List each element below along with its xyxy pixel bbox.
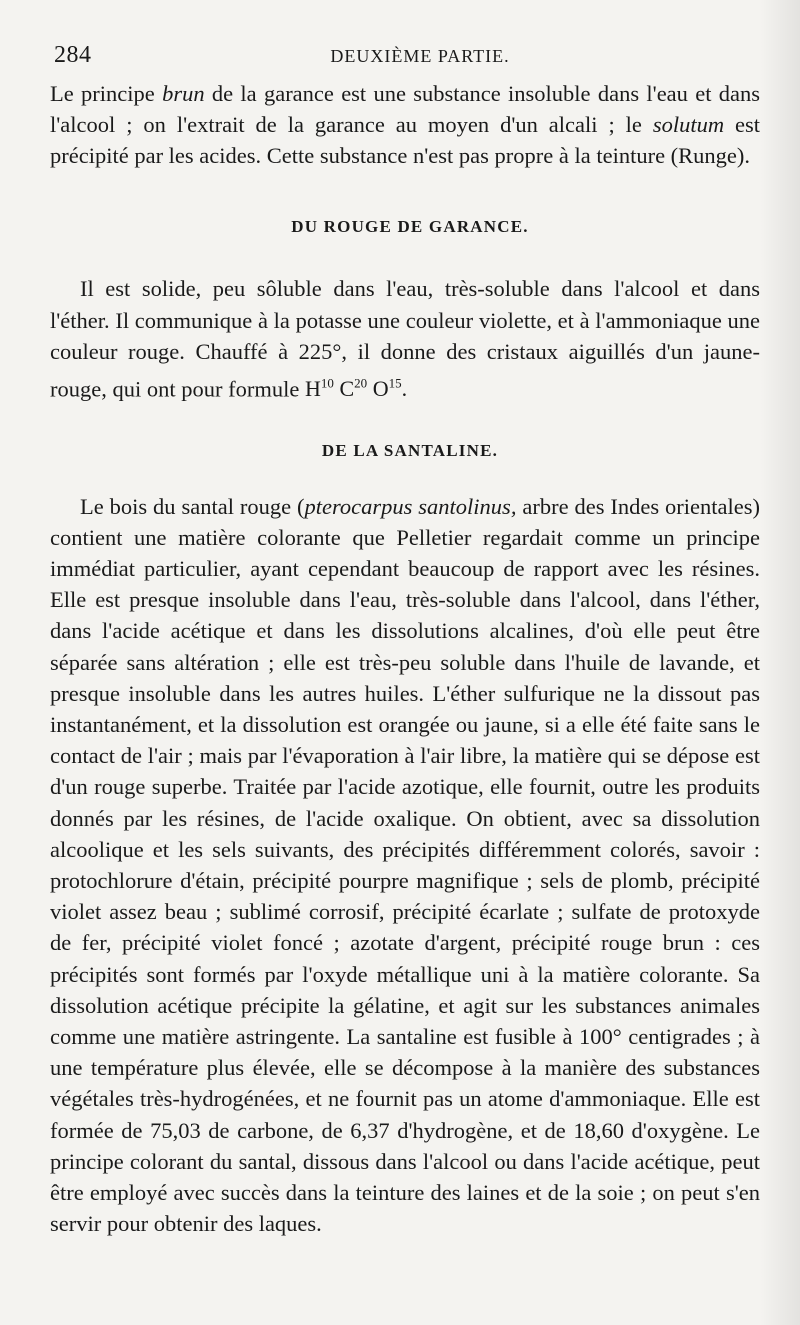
formula-o-index: 15 <box>388 375 402 391</box>
formula-c: C <box>339 376 355 401</box>
formula-h: H <box>304 376 321 401</box>
section-heading-santaline: DE LA SANTALINE. <box>321 440 499 460</box>
intro-text-3: est précipité par les acides. Cette substance n'est pas propre à la teinture (Runge). <box>50 112 761 168</box>
book-page <box>50 40 760 1239</box>
intro-text <box>50 78 760 171</box>
section1-body: Il est solide, peu sôluble dans l'eau, très-soluble dans l'alcool et dans l'éther. Il communique à la potasse une couleur violette, et à l'ammoniaque une couleur rouge. Chauffé à 225°, il donne des cristaux aiguillés d'un jaune-rouge, qui ont pour formule <box>50 276 760 401</box>
section-heading-rouge-de-garance: DU ROUGE DE GARANCE. <box>291 217 529 236</box>
section2-emphasis-species: pterocarpus santolinus, <box>304 493 517 519</box>
section2-text-2: arbre des Indes orientales) contient une matière colorante que Pelletier regardait comme un principe immédiat particulier, ayant cependant beaucoup de rapport avec les résines. Elle est presque insoluble dans l'eau, très-soluble dans l'alcool, dans l'éther, dans l'acide acétique et dans les dissolutions alcalines, d'où elle peut être séparée sans altération ; elle est très-peu soluble dans l'huile de lavande, et presque insoluble dans les autres huiles. L'éther sulfurique ne la dissout pas instantanément, et la dissolution est orangée ou jaune, si a elle été faite sans le contact de l'air ; mais par l'évaporation à l'air libre, la matière qui se dépose est d'un rouge superbe. Traitée par l'acide azotique, elle fournit, outre les produits donnés par les résines, de l'acide oxalique. On obtient, avec sa dissolution alcoolique et les sels suivants, des précipités différemment colorés, savoir : protochlorure d'étain, précipité pourpre magnifique ; sels de plomb, précipité violet assez beau ; sublimé corrosif, précipité écarlate ; sulfate de protoxyde de fer, précipité violet foncé ; azotate d'argent, précipité rouge brun : ces précipités sont formés par l'oxyde métallique uni à la matière colorante. Sa dissolution acétique précipite la gélatine, et agit sur les substances animales comme une matière astringente. La santaline est fusible à 100° centigrades ; à une température plus élevée, elle se décompose à la manière des substances végétales très-hydrogénées, et ne fournit pas un atome d'ammoniaque. Elle est formée de 75,03 de carbone, de 6,37 d'hydrogène, et de 18,60 d'oxygène. Le principe colorant du santal, dissous dans l'alcool ou dans l'acide acétique, peut être employé avec succès dans la teinture des laines et de la soie ; on peut s'en servir pour obtenir des laques. <box>50 493 760 1237</box>
intro-paragraph <box>50 78 760 171</box>
chemical-formula <box>305 376 407 401</box>
running-title: DEUXIÈME PARTIE. <box>330 46 510 66</box>
section2-text-1: Le bois du santal rouge ( <box>80 493 305 519</box>
section1-text <box>50 273 760 405</box>
intro-text-1: Le principe <box>50 81 163 106</box>
section-santaline <box>50 491 760 1240</box>
formula-h-index: 10 <box>320 375 334 391</box>
page-number: 284 <box>54 42 92 68</box>
formula-c-index: 20 <box>354 375 368 391</box>
page-edge-shadow <box>760 0 800 1325</box>
section-rouge-de-garance <box>50 273 760 405</box>
intro-emphasis-brun: brun <box>162 81 205 106</box>
section2-text <box>50 491 760 1240</box>
formula-end: . <box>401 376 408 401</box>
formula-o: O <box>372 376 389 401</box>
intro-emphasis-solutum: solutum <box>652 112 725 137</box>
running-header <box>50 40 760 74</box>
intro-text-2: de la garance est une substance insoluble dans l'eau et dans l'alcool ; on l'extrait de la garance au moyen d'un alcali ; le <box>50 81 760 137</box>
